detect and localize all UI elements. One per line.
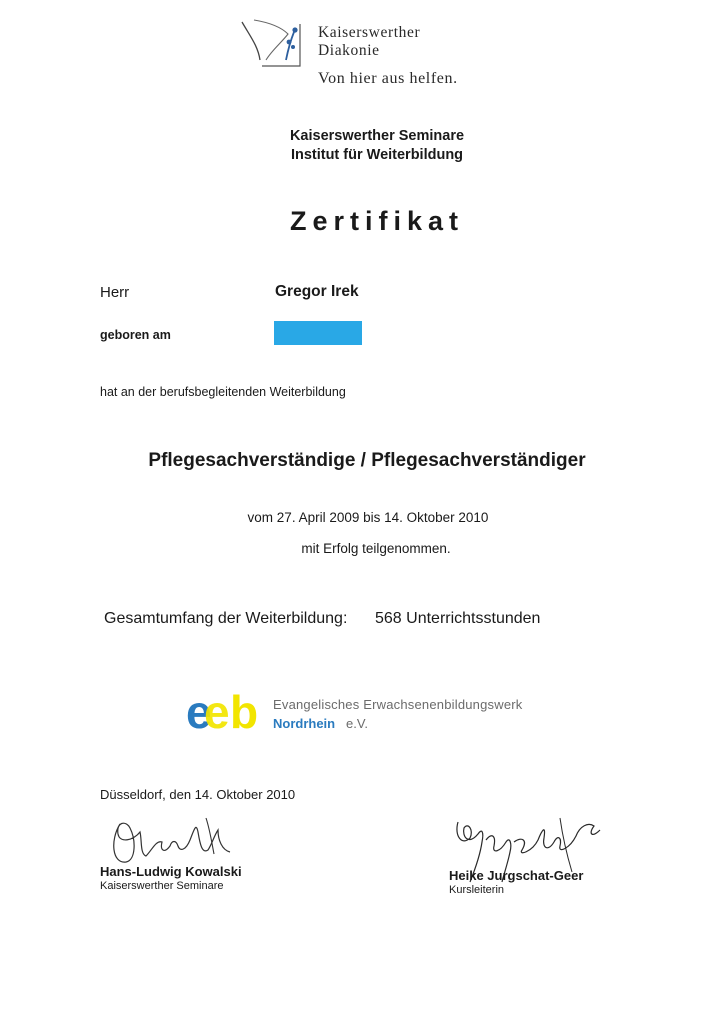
born-label: geboren am [100,328,171,342]
scope-value: 568 Unterrichtsstunden [375,610,541,627]
signer2-role: Kursleiterin [449,884,505,896]
partner-name-line1: Evangelisches Erwachsenenbildungswerk [273,697,523,712]
org-name-line1: Kaiserswerther [318,24,421,41]
recipient-name: Gregor Irek [275,283,359,300]
eeb-logo-icon [186,688,268,732]
org-slogan: Von hier aus helfen. [318,70,458,87]
scope-label: Gesamtumfang der Weiterbildung: [104,610,348,627]
eeb-logo-letter-e1: e [186,688,212,732]
institute-line1: Kaiserswerther Seminare [289,128,465,144]
org-name-line2: Diakonie [318,42,380,59]
partner-name-region: Nordrhein [273,716,336,731]
success-statement: mit Erfolg teilgenommen. [301,541,451,556]
partner-name-suffix: e.V. [346,716,368,731]
signer1-name: Hans-Ludwig Kowalski [100,864,242,879]
course-title: Pflegesachverständige / Pflegesachverständiger [148,450,586,471]
intro-text: hat an der berufsbegleitenden Weiterbildung [100,385,346,399]
diakonie-logo-icon [236,16,308,76]
eeb-logo-letter-b: b [230,688,259,732]
certificate-title: Zertifikat [289,206,465,236]
course-period: vom 27. April 2009 bis 14. Oktober 2010 [247,510,489,525]
signer2-name: Heike Jurgschat-Geer [449,868,584,883]
birthdate-redaction-box [274,321,362,345]
place-date: Düsseldorf, den 14. Oktober 2010 [100,787,296,802]
salutation: Herr [100,284,130,301]
signer1-role: Kaiserswerther Seminare [100,880,224,892]
eeb-logo-letter-e2: e [204,688,230,732]
institute-line2: Institut für Weiterbildung [290,147,464,163]
